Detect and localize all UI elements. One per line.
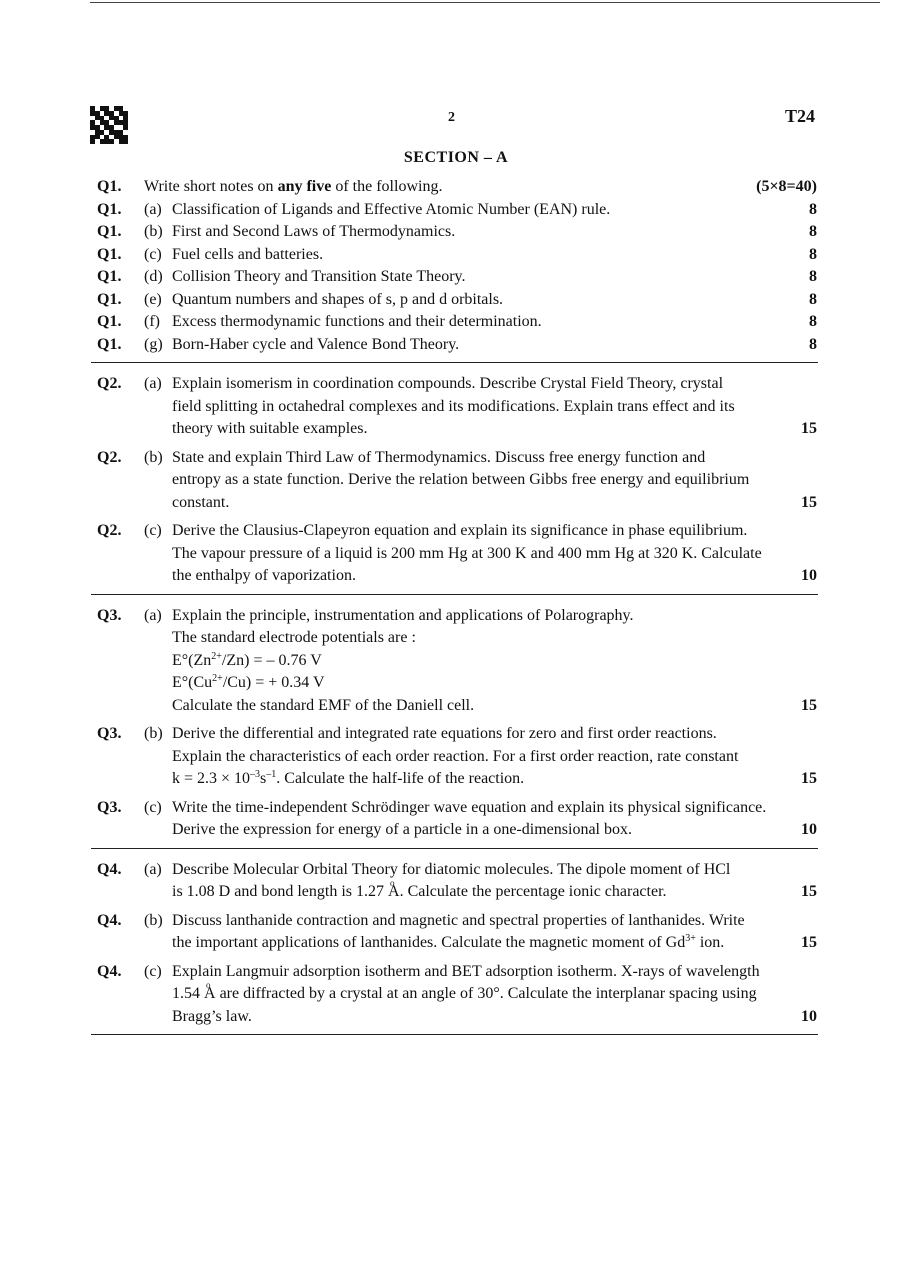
subpart-label: (c) <box>144 522 162 539</box>
question-text: Explain Langmuir adsorption isotherm and BET adsorption isotherm. X-rays of wavelength 1.54 o A are diffracted by a crystal at an angle of 30°. Calculate the interplanar spacing using Bragg’s law. 10 <box>172 961 817 1029</box>
q3b <box>97 723 817 791</box>
marks: 10 <box>801 1007 817 1025</box>
question-text: Write the time-independent Schrödinger wave equation and explain its physical significance. Derive the expression for energy of a particle in a one-dimensional box. 10 <box>172 797 817 842</box>
marks: 15 <box>801 493 817 511</box>
question-label: Q1. <box>97 178 122 195</box>
divider <box>91 1034 818 1035</box>
subpart-label: (a) <box>144 860 162 878</box>
question-label: Q1. <box>97 313 122 330</box>
equation: $E^\circ(Cu^{2+}/Cu)$ = + 0.34 V <box>172 673 325 691</box>
question-label: Q1. <box>97 335 122 353</box>
q3c <box>97 797 817 842</box>
question-label: Q3. <box>97 725 122 742</box>
question-text: Explain isomerism in coordination compounds. Describe Crystal Field Theory, crystal field splitting in octahedral complexes and its modifications. Explain trans effect and its theory with suitable examples. 15 <box>172 373 817 441</box>
subpart-label: (c) <box>144 798 162 816</box>
marks: 15 <box>801 883 817 900</box>
subpart-label: (c) <box>144 245 162 263</box>
question-text: Discuss lanthanide contraction and magnetic and spectral properties of lanthanides. Write the important applications of lanthanides. Calculate the magnetic moment of $Gd^{3+}$ ion. 15 <box>172 910 817 955</box>
q1-item <box>97 289 817 312</box>
question-label: Q2. <box>97 522 122 539</box>
question-label: Q3. <box>97 798 122 816</box>
top-border-line <box>90 2 880 3</box>
question-text: Born-Haber cycle and Valence Bond Theory. <box>172 335 460 353</box>
q4b <box>97 910 817 955</box>
q1-item <box>97 199 817 222</box>
question-text: Excess thermodynamic functions and their determination. <box>172 313 542 330</box>
question-label: Q1. <box>97 268 122 285</box>
equation: $E^\circ(Zn^{2+}/Zn)$ = – 0.76 V <box>172 650 322 669</box>
question-text: Write short notes on any five of the following. <box>144 178 443 195</box>
question-label: Q4. <box>97 911 122 929</box>
marks: 8 <box>809 290 817 308</box>
subpart-label: (b) <box>144 448 163 466</box>
question-text: Derive the differential and integrated rate equations for zero and first order reactions. Explain the characteristics of each order reaction. For a first order reaction, rate constant $k = 2.3 \times 10^{-3}s^{-1}$. Calculate the half-life of the reaction. 15 <box>172 723 817 791</box>
subpart-label: (a) <box>144 375 162 392</box>
marks: 8 <box>809 223 817 240</box>
subpart-label: (a) <box>144 606 162 624</box>
q1-item <box>97 334 817 357</box>
q4a <box>97 859 817 904</box>
question-text: Classification of Ligands and Effective Atomic Number (EAN) rule. <box>172 200 611 218</box>
q1-intro <box>97 176 817 199</box>
q2-item <box>97 373 817 441</box>
marks: 15 <box>801 420 817 437</box>
marks: (5×8=40) <box>756 178 817 195</box>
q3a <box>97 605 817 718</box>
subpart-label: (b) <box>144 911 163 929</box>
subpart-label: (f) <box>144 313 160 330</box>
marks: 8 <box>809 268 817 285</box>
question-label: Q4. <box>97 962 122 980</box>
divider <box>91 594 818 595</box>
marks: 8 <box>809 313 817 330</box>
marks: 10 <box>801 567 817 584</box>
question-label: Q2. <box>97 375 122 392</box>
subpart-label: (d) <box>144 268 163 285</box>
marks: 15 <box>801 934 817 951</box>
question-label: Q4. <box>97 860 122 878</box>
question-paper <box>97 176 817 1045</box>
question-label: Q3. <box>97 606 122 624</box>
subpart-label: (e) <box>144 290 162 308</box>
question-label: Q1. <box>97 223 122 240</box>
question-label: Q2. <box>97 448 122 466</box>
q1-item <box>97 311 817 334</box>
subpart-label: (a) <box>144 200 162 218</box>
question-label: Q1. <box>97 290 122 308</box>
q2-item <box>97 447 817 515</box>
paper-code: T24 <box>784 106 815 126</box>
qr-code-icon <box>90 106 128 144</box>
q2-item <box>97 520 817 588</box>
marks: 8 <box>809 335 817 353</box>
question-text: Collision Theory and Transition State Theory. <box>172 268 466 285</box>
subpart-label: (c) <box>144 962 162 980</box>
marks: 15 <box>801 696 817 714</box>
q1-item <box>97 221 817 244</box>
marks: 10 <box>801 821 817 838</box>
marks: 15 <box>801 770 817 787</box>
subpart-label: (g) <box>144 335 163 353</box>
question-text: Describe Molecular Orbital Theory for diatomic molecules. The dipole moment of HCl is 1.08 D and bond length is 1.27 o A. Calculate the percentage ionic character. 15 <box>172 859 817 904</box>
question-label: Q1. <box>97 245 122 263</box>
question-text: Derive the Clausius-Clapeyron equation and explain its significance in phase equilibrium. The vapour pressure of a liquid is 200 mm Hg at 300 K and 400 mm Hg at 320 K. Calculate the enthalpy of vaporization. 10 <box>172 520 817 588</box>
marks: 8 <box>809 200 817 218</box>
subpart-label: (b) <box>144 223 163 240</box>
q1-item <box>97 244 817 267</box>
question-text: First and Second Laws of Thermodynamics. <box>172 223 456 240</box>
divider <box>91 848 818 849</box>
question-text: Explain the principle, instrumentation and applications of Polarography. The standard electrode potentials are : $E^\circ(Zn^{2+}/Zn)$ = – 0.76 V $E^\circ(Cu^{2+}/Cu)$ = + 0.34 V Calculate the standard EMF of the Daniell cell. 15 <box>172 605 817 718</box>
q1-item <box>97 266 817 289</box>
marks: 8 <box>809 245 817 263</box>
divider <box>91 362 818 363</box>
question-text: Quantum numbers and shapes of s, p and d orbitals. <box>172 290 504 308</box>
question-text: State and explain Third Law of Thermodynamics. Discuss free energy function and entropy as a state function. Derive the relation between Gibbs free energy and equilibrium constant. 15 <box>172 447 817 515</box>
question-text: Fuel cells and batteries. <box>172 245 324 263</box>
q4c <box>97 961 817 1029</box>
section-title: SECTION – A <box>403 149 509 166</box>
page-number: 2 <box>448 110 455 125</box>
subpart-label: (b) <box>144 725 163 742</box>
question-label: Q1. <box>97 200 122 218</box>
